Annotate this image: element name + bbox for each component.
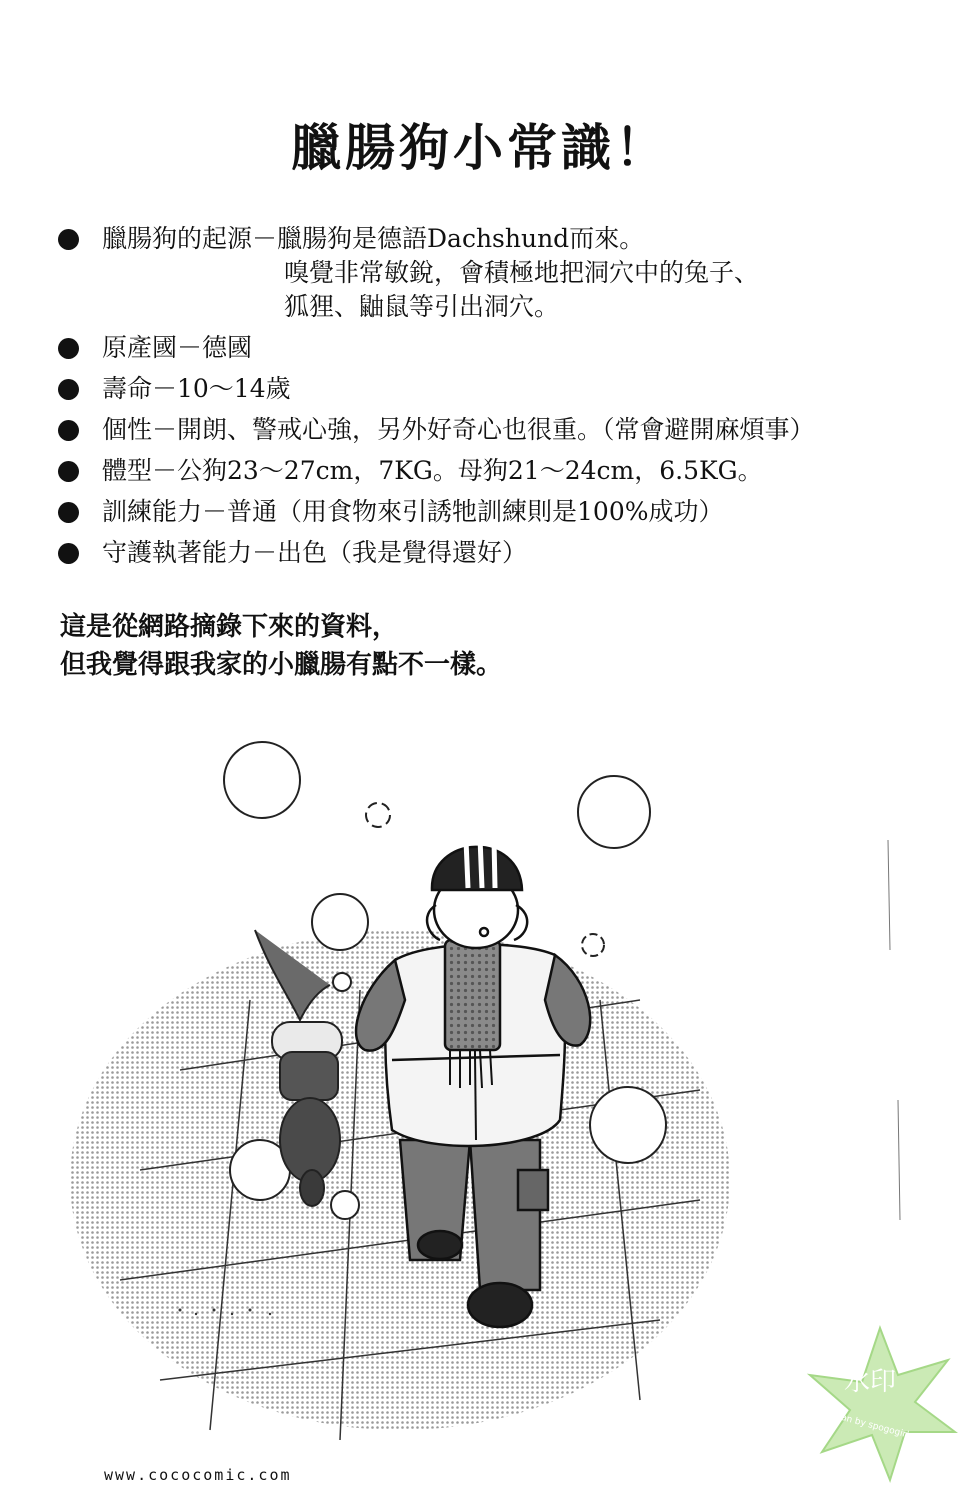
fact-line: 嗅覺非常敏銳，會積極地把洞穴中的兔子、 — [284, 258, 760, 287]
note-line: 但我覺得跟我家的小臘腸有點不一樣。 — [60, 650, 503, 680]
fact-line: 原產國－德國 — [102, 333, 253, 362]
watermark-logo — [800, 1320, 960, 1490]
fact-list — [58, 222, 938, 570]
fact-line: 守護執著能力－出色（我是覺得還好） — [102, 538, 528, 567]
bullet-icon — [58, 229, 79, 250]
fact-line: 體型－公狗23～27cm，7KG。母狗21～24cm，6.5KG。 — [102, 456, 763, 485]
fact-size — [58, 454, 938, 488]
fact-origin — [58, 222, 938, 324]
fact-line: 個性－開朗、警戒心強，另外好奇心也很重。（常會避開麻煩事） — [102, 415, 815, 444]
site-url: www.cococomic.com — [104, 1466, 292, 1484]
bullet-icon — [58, 502, 79, 523]
note-line: 這是從網路摘錄下來的資料， — [60, 612, 399, 642]
page-title: 臘腸狗小常識！ — [291, 119, 669, 177]
fact-personality — [58, 413, 938, 447]
watermark-credit: Scan by spogogirl — [829, 1410, 910, 1441]
fact-guarding — [58, 536, 938, 570]
bullet-icon — [58, 461, 79, 482]
bullet-icon — [58, 338, 79, 359]
author-note — [60, 608, 502, 684]
fact-country — [58, 331, 938, 365]
bullet-icon — [58, 379, 79, 400]
fact-line: 狐狸、鼬鼠等引出洞穴。 — [284, 292, 560, 321]
bullet-icon — [58, 543, 79, 564]
fact-lifespan — [58, 372, 938, 406]
fact-line: 臘腸狗的起源－臘腸狗是德語Dachshund而來。 — [102, 224, 645, 253]
watermark-char: 水印 — [844, 1367, 897, 1397]
fact-line: 訓練能力－普通（用食物來引誘牠訓練則是100%成功） — [102, 497, 724, 526]
bullet-icon — [58, 420, 79, 441]
fact-line: 壽命－10～14歲 — [102, 374, 291, 403]
fact-training — [58, 495, 938, 529]
